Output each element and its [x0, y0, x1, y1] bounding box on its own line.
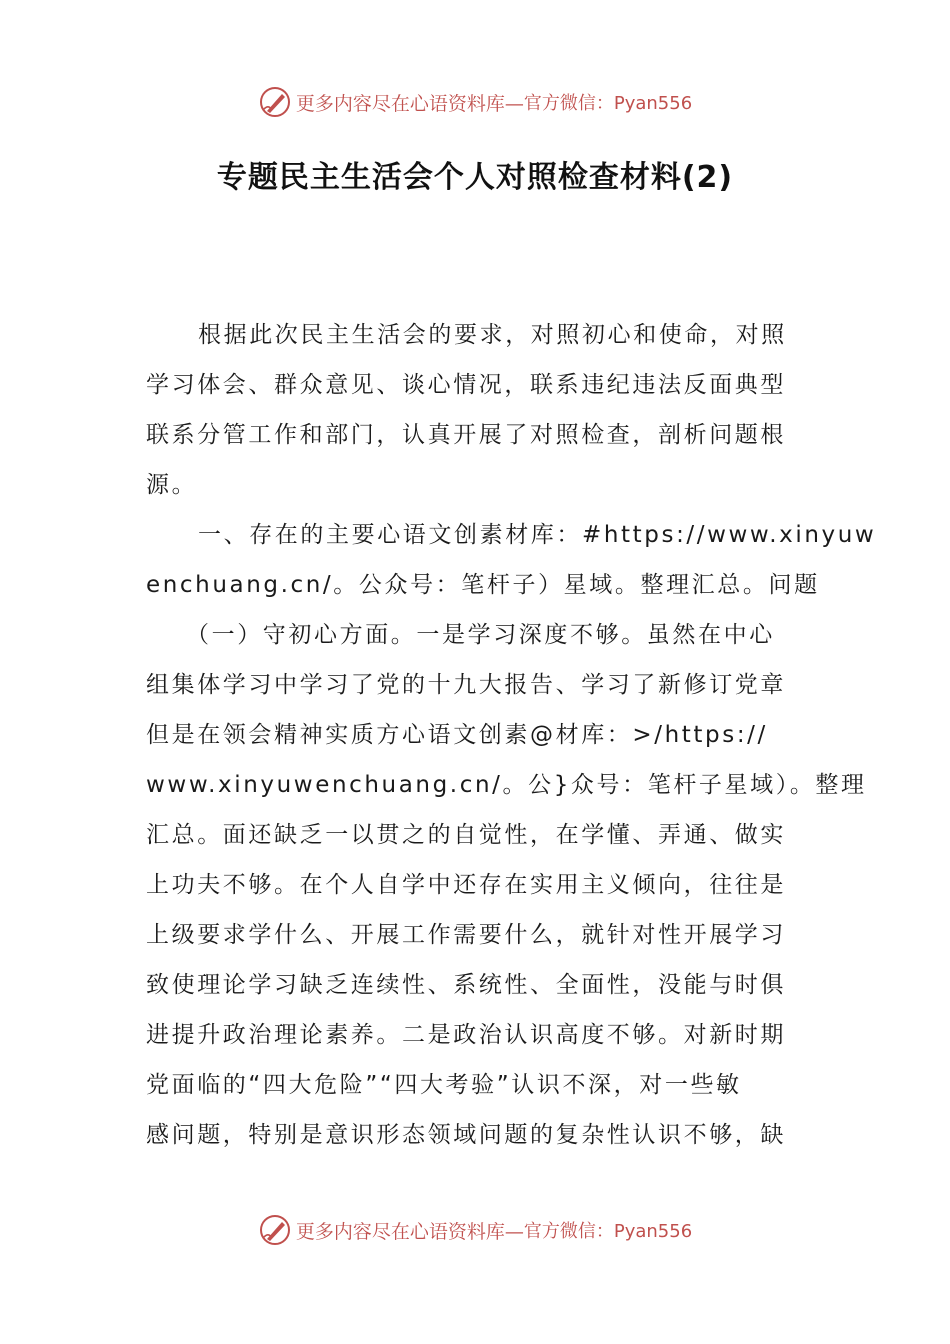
text-line: 一、存在的主要心语文创素材库：#https://www.xinyuw — [198, 522, 877, 548]
text-line: 上功夫不够。在个人自学中还存在实用主义倾向，往往是 — [146, 872, 786, 898]
banner-wechat: 官方微信：Pyan556 — [523, 1221, 693, 1242]
quill-logo-icon — [258, 85, 292, 119]
text-line: enchuang.cn/。公众号：笔杆子）星域。整理汇总。问题 — [146, 572, 820, 598]
text-line: 致使理论学习缺乏连续性、系统性、全面性，没能与时俱 — [146, 972, 786, 998]
text-line: www.xinyuwenchuang.cn/。公}众号：笔杆子星域）。整理 — [146, 772, 867, 798]
header-banner — [0, 82, 950, 122]
banner-wechat: 官方微信：Pyan556 — [523, 93, 693, 114]
text-line: 汇总。面还缺乏一以贯之的自觉性，在学懂、弄通、做实 — [146, 822, 786, 848]
text-line: 源。 — [146, 472, 198, 498]
text-line: 进提升政治理论素养。二是政治认识高度不够。对新时期 — [146, 1022, 786, 1048]
text-line: 上级要求学什么、开展工作需要什么，就针对性开展学习 — [146, 922, 786, 948]
document-title: 专题民主生活会个人对照检查材料(2) — [216, 160, 734, 195]
text-line: 组集体学习中学习了党的十九大报告、学习了新修订党章 — [146, 672, 786, 698]
text-line: 党面临的“四大危险”“四大考验”认识不深，对一些敏 — [146, 1072, 742, 1098]
banner-text: 更多内容尽在心语资料库— — [295, 92, 524, 115]
text-line: 根据此次民主生活会的要求，对照初心和使命，对照 — [198, 322, 787, 348]
text-line: 但是在领会精神实质方心语文创素@材库：>/https:// — [146, 722, 768, 748]
document-body — [146, 310, 877, 1160]
text-line: 学习体会、群众意见、谈心情况，联系违纪违法反面典型 — [146, 372, 786, 398]
banner-text: 更多内容尽在心语资料库— — [295, 1220, 524, 1243]
footer-banner — [0, 1210, 950, 1250]
quill-logo-icon — [258, 1213, 292, 1247]
text-line: 联系分管工作和部门，认真开展了对照检查，剖析问题根 — [146, 422, 786, 448]
text-line: 感问题，特别是意识形态领域问题的复杂性认识不够，缺 — [146, 1122, 786, 1148]
text-line: （一）守初心方面。一是学习深度不够。虽然在中心 — [186, 622, 775, 648]
